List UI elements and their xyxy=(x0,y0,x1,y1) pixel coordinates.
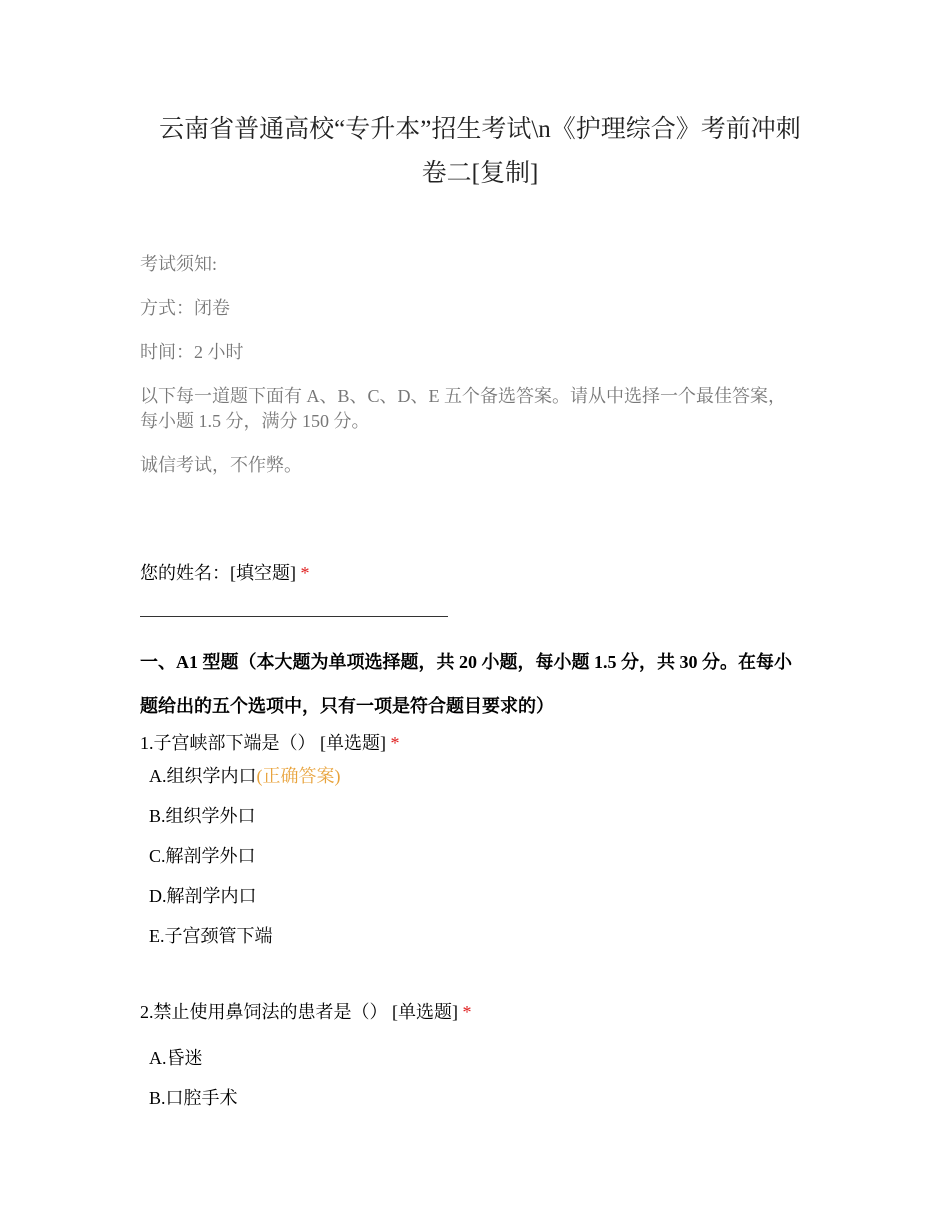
name-field-label-text: 您的姓名： xyxy=(140,563,230,583)
section-heading xyxy=(140,640,820,728)
notice-mode: 方式：闭卷 xyxy=(140,298,230,318)
option-label: B.组织学外口 xyxy=(149,806,256,826)
question-1-required-mark: * xyxy=(390,733,400,753)
question-2-option-a[interactable] xyxy=(149,1047,203,1069)
name-input-line[interactable] xyxy=(140,616,448,617)
question-1-text: 1.子宫峡部下端是（） xyxy=(140,733,316,753)
question-1-option-a[interactable] xyxy=(149,765,341,787)
required-mark: * xyxy=(300,563,310,583)
question-2-option-b[interactable] xyxy=(149,1087,238,1109)
question-1-option-d[interactable] xyxy=(149,885,257,907)
question-1-option-b[interactable] xyxy=(149,805,256,827)
question-1-type: [单选题] xyxy=(320,733,386,753)
option-label: B.口腔手术 xyxy=(149,1088,238,1108)
page-title-line-2: 卷二[复制] xyxy=(421,160,539,187)
correct-answer-note: (正确答案) xyxy=(256,766,341,786)
page-title-line-1: 云南省普通高校“专升本”招生考试\n《护理综合》考前冲刺 xyxy=(159,116,801,143)
name-field-type: [填空题] xyxy=(230,563,296,583)
question-2-text: 2.禁止使用鼻饲法的患者是（） xyxy=(140,1002,388,1022)
notice-instructions-line-1: 以下每一道题下面有 A、B、C、D、E 五个备选答案。请从中选择一个最佳答案， xyxy=(140,386,787,406)
name-field-label xyxy=(140,562,310,584)
question-1 xyxy=(140,732,400,754)
option-label: A.昏迷 xyxy=(149,1048,203,1068)
page-title xyxy=(140,108,820,196)
section-heading-line-2: 题给出的五个选项中，只有一项是符合题目要求的） xyxy=(140,696,554,716)
question-2-required-mark: * xyxy=(462,1002,472,1022)
question-1-option-c[interactable] xyxy=(149,845,256,867)
option-label: C.解剖学外口 xyxy=(149,846,256,866)
question-1-option-e[interactable] xyxy=(149,925,273,947)
option-label: E.子宫颈管下端 xyxy=(149,926,273,946)
question-2-type: [单选题] xyxy=(392,1002,458,1022)
option-label: A.组织学内口 xyxy=(149,766,257,786)
notice-time: 时间：2 小时 xyxy=(140,342,244,362)
notice-heading: 考试须知: xyxy=(140,254,218,274)
option-label: D.解剖学内口 xyxy=(149,886,257,906)
question-2 xyxy=(140,1001,472,1023)
section-heading-line-1: 一、A1 型题（本大题为单项选择题，共 20 小题，每小题 1.5 分，共 30 分。在每小 xyxy=(140,652,792,672)
notice-instructions-line-2: 每小题 1.5 分，满分 150 分。 xyxy=(140,411,370,431)
notice-honesty: 诚信考试，不作弊。 xyxy=(140,455,302,475)
